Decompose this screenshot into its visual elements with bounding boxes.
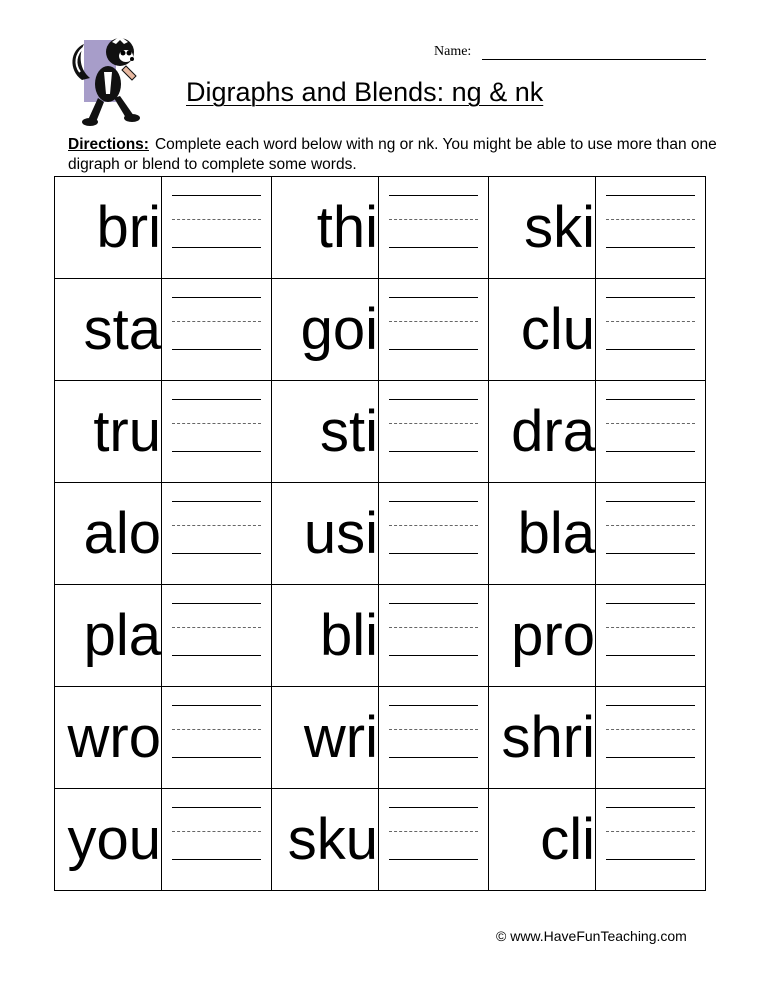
word-stem: clu <box>489 279 596 381</box>
writing-line <box>172 729 261 730</box>
writing-line <box>606 729 695 730</box>
writing-line <box>172 247 261 248</box>
answer-blank[interactable] <box>596 789 706 891</box>
writing-line <box>606 195 695 196</box>
answer-blank[interactable] <box>162 483 272 585</box>
writing-line <box>606 757 695 758</box>
word-stem: bri <box>55 177 162 279</box>
writing-line <box>172 831 261 832</box>
directions-text: Complete each word below with ng or nk. You might be able to use more than one digraph or blend to complete some words. <box>68 136 717 173</box>
name-label: Name: <box>434 44 472 59</box>
writing-line <box>172 627 261 628</box>
writing-line <box>389 655 478 656</box>
writing-line <box>172 349 261 350</box>
page-title: Digraphs and Blends: ng & nk <box>186 77 544 107</box>
answer-blank[interactable] <box>162 177 272 279</box>
writing-line <box>172 219 261 220</box>
writing-line <box>389 525 478 526</box>
name-field[interactable] <box>434 44 706 64</box>
word-stem: goi <box>272 279 379 381</box>
name-line <box>482 59 706 60</box>
answer-blank[interactable] <box>379 483 489 585</box>
writing-line <box>606 321 695 322</box>
writing-line <box>606 553 695 554</box>
writing-line <box>172 297 261 298</box>
skunk-mascot-icon <box>68 32 150 130</box>
writing-line <box>389 501 478 502</box>
writing-line <box>172 321 261 322</box>
worksheet-row <box>55 789 706 891</box>
writing-line <box>389 297 478 298</box>
word-stem: cli <box>489 789 596 891</box>
writing-line <box>606 705 695 706</box>
worksheet-row <box>55 177 706 279</box>
writing-line <box>172 807 261 808</box>
writing-line <box>606 525 695 526</box>
answer-blank[interactable] <box>379 687 489 789</box>
answer-blank[interactable] <box>162 279 272 381</box>
answer-blank[interactable] <box>596 381 706 483</box>
answer-blank[interactable] <box>162 789 272 891</box>
word-stem: bli <box>272 585 379 687</box>
answer-blank[interactable] <box>162 381 272 483</box>
writing-line <box>606 451 695 452</box>
word-stem: pro <box>489 585 596 687</box>
answer-blank[interactable] <box>596 279 706 381</box>
writing-line <box>606 859 695 860</box>
word-stem: shri <box>489 687 596 789</box>
word-stem: you <box>55 789 162 891</box>
writing-line <box>172 757 261 758</box>
writing-line <box>389 859 478 860</box>
worksheet-row <box>55 483 706 585</box>
writing-line <box>606 247 695 248</box>
word-stem: sti <box>272 381 379 483</box>
writing-line <box>389 729 478 730</box>
writing-line <box>172 423 261 424</box>
answer-blank[interactable] <box>379 279 489 381</box>
writing-line <box>389 321 478 322</box>
copyright: © www.HaveFunTeaching.com <box>496 928 687 944</box>
writing-line <box>389 451 478 452</box>
worksheet-row <box>55 381 706 483</box>
writing-line <box>389 807 478 808</box>
writing-line <box>606 807 695 808</box>
answer-blank[interactable] <box>379 585 489 687</box>
writing-line <box>389 247 478 248</box>
answer-blank[interactable] <box>596 585 706 687</box>
writing-line <box>606 349 695 350</box>
writing-line <box>389 553 478 554</box>
writing-line <box>389 831 478 832</box>
answer-blank[interactable] <box>162 585 272 687</box>
word-stem: sku <box>272 789 379 891</box>
directions-label: Directions: <box>68 136 149 153</box>
writing-line <box>172 399 261 400</box>
word-stem: wri <box>272 687 379 789</box>
writing-line <box>172 553 261 554</box>
answer-blank[interactable] <box>379 381 489 483</box>
writing-line <box>172 525 261 526</box>
writing-line <box>389 349 478 350</box>
writing-line <box>389 219 478 220</box>
writing-line <box>172 705 261 706</box>
word-stem: ski <box>489 177 596 279</box>
answer-blank[interactable] <box>379 177 489 279</box>
writing-line <box>389 627 478 628</box>
writing-line <box>606 831 695 832</box>
writing-line <box>172 603 261 604</box>
word-stem: pla <box>55 585 162 687</box>
writing-line <box>172 501 261 502</box>
word-stem: tru <box>55 381 162 483</box>
worksheet-row <box>55 687 706 789</box>
directions <box>68 135 728 175</box>
answer-blank[interactable] <box>596 483 706 585</box>
worksheet-row <box>55 279 706 381</box>
answer-blank[interactable] <box>596 177 706 279</box>
answer-blank[interactable] <box>162 687 272 789</box>
writing-line <box>606 501 695 502</box>
writing-line <box>172 859 261 860</box>
writing-line <box>606 297 695 298</box>
word-stem: sta <box>55 279 162 381</box>
word-stem: usi <box>272 483 379 585</box>
worksheet-grid <box>54 176 706 891</box>
writing-line <box>389 399 478 400</box>
writing-line <box>606 627 695 628</box>
writing-line <box>172 451 261 452</box>
word-stem: dra <box>489 381 596 483</box>
writing-line <box>389 195 478 196</box>
writing-line <box>389 423 478 424</box>
writing-line <box>606 603 695 604</box>
writing-line <box>606 655 695 656</box>
word-stem: thi <box>272 177 379 279</box>
word-stem: wro <box>55 687 162 789</box>
writing-line <box>606 423 695 424</box>
writing-line <box>606 399 695 400</box>
writing-line <box>172 195 261 196</box>
answer-blank[interactable] <box>379 789 489 891</box>
writing-line <box>389 705 478 706</box>
writing-line <box>389 757 478 758</box>
answer-blank[interactable] <box>596 687 706 789</box>
writing-line <box>172 655 261 656</box>
word-stem: alo <box>55 483 162 585</box>
word-stem: bla <box>489 483 596 585</box>
writing-line <box>606 219 695 220</box>
writing-line <box>389 603 478 604</box>
worksheet-row <box>55 585 706 687</box>
